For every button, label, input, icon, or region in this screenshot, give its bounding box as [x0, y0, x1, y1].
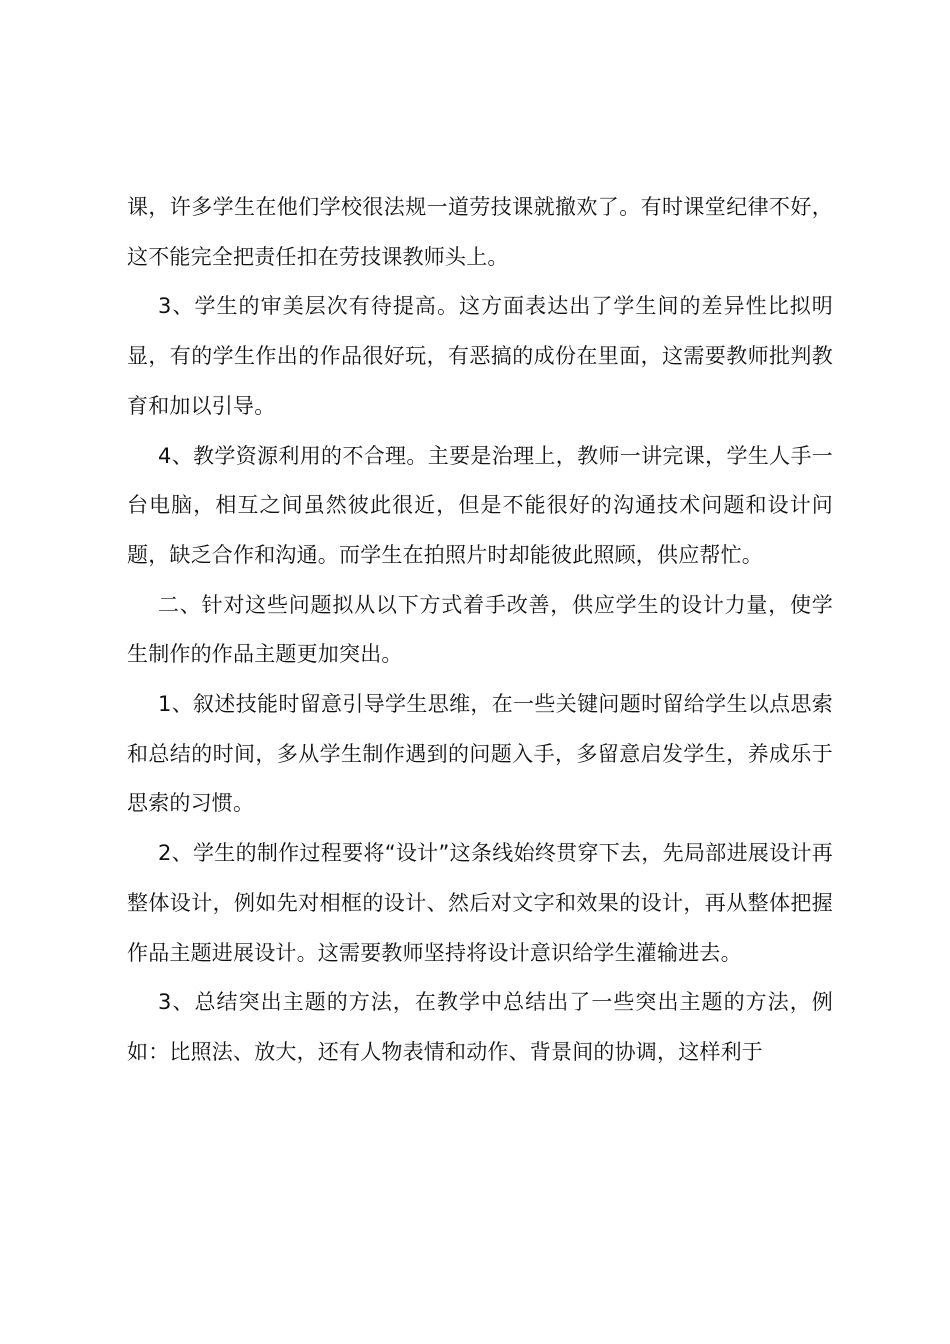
paragraph: 2、学生的制作过程要将“设计”这条线始终贯穿下去，先局部进展设计再整体设计，例如先对相框的设计、然后对文字和效果的设计，再从整体把握作品主题进展设计。这需要教师坚持将设计意识给学生灌输进去。 — [127, 841, 833, 965]
paragraph: 4、教学资源利用的不合理。主要是治理上，教师一讲完课，学生人手一台电脑，相互之间虽然彼此很近，但是不能很好的沟通技术问题和设计问题，缺乏合作和沟通。而学生在拍照片时却能彼此照顾，供应帮忙。 — [127, 443, 833, 567]
paragraph: 二、针对这些问题拟从以下方式着手改善，供应学生的设计力量，使学生制作的作品主题更加突出。 — [127, 592, 833, 667]
paragraph: 课，许多学生在他们学校很法规一道劳技课就撤欢了。有时课堂纪律不好，这不能完全把责任扣在劳技课教师头上。 — [127, 195, 833, 269]
document-body — [127, 183, 833, 1078]
paragraph: 3、总结突出主题的方法，在教学中总结出了一些突出主题的方法，例如：比照法、放大，还有人物表情和动作、背景间的协调，这样利于 — [127, 990, 833, 1064]
paragraph: 1、叙述技能时留意引导学生思维，在一些关键问题时留给学生以点思索和总结的时间，多从学生制作遇到的问题入手，多留意启发学生，养成乐于思索的习惯。 — [127, 692, 833, 816]
paragraph: 3、学生的审美层次有待提高。这方面表达出了学生间的差异性比拟明显，有的学生作出的作品很好玩，有恶搞的成份在里面，这需要教师批判教育和加以引导。 — [127, 294, 833, 418]
